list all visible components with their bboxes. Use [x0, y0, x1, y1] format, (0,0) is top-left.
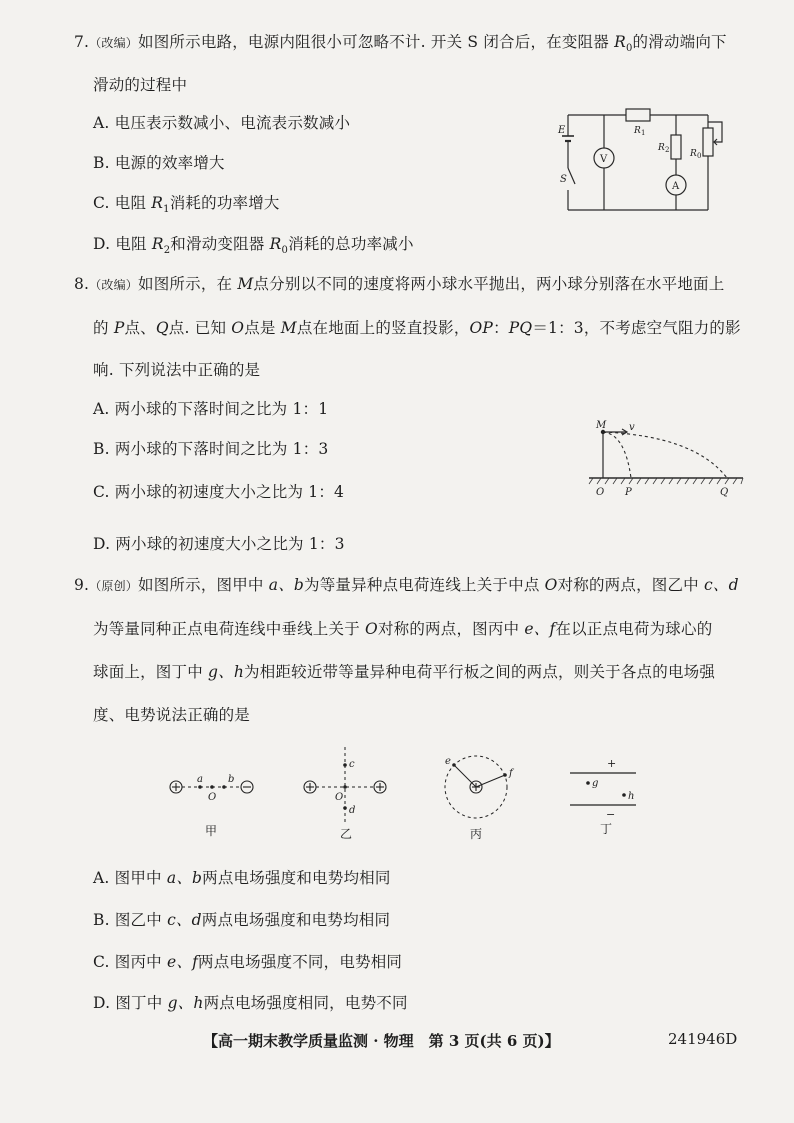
q9-o-symbol-2: O	[365, 620, 378, 638]
q7-r1-symbol: R	[151, 194, 164, 212]
q7-circuit-diagram	[548, 100, 728, 220]
q7-option-c-prefix: C. 电阻	[93, 194, 152, 212]
q7-option-a: A. 电压表示数减小、电流表示数减小	[93, 114, 351, 132]
q7-option-d-text: 消耗的总功率减小	[288, 235, 414, 253]
q7-r0-symbol: R	[614, 33, 626, 51]
q8-stem-text: 如图所示，在	[138, 275, 238, 293]
q9-field-diagrams	[160, 745, 660, 845]
q7-r1-label-sub: 1	[641, 129, 646, 137]
q7-label-e: E	[558, 125, 566, 136]
q9-stem-line3	[93, 660, 715, 682]
q9-option-d-letters: g、h	[167, 994, 204, 1012]
q8-text-4: 点是	[244, 319, 281, 337]
q8-projectile-diagram	[585, 418, 745, 498]
q9-text-3: 对称的两点，图乙中	[557, 576, 705, 594]
fig-yi	[304, 747, 386, 841]
footer-code: 241946D	[668, 1030, 738, 1048]
q8-stem-line2	[93, 316, 741, 338]
q9-text-4: 为等量同种正点电荷连线中垂线上关于	[93, 620, 366, 638]
q8-option-a: A. 两小球的下落时间之比为 1：1	[93, 400, 329, 418]
q7-ammeter-label: A	[672, 181, 680, 192]
yi-label-c: c	[349, 759, 355, 770]
q7-r0-label: R	[690, 149, 697, 159]
ding-caption: 丁	[600, 822, 613, 836]
ding-minus: −	[606, 808, 616, 821]
q9-option-c	[93, 950, 402, 972]
q8-stem-line3: 响. 下列说法中正确的是	[93, 361, 261, 379]
q9-option-d-prefix: D. 图丁中	[93, 994, 168, 1012]
q9-option-a-prefix: A. 图甲中	[93, 869, 167, 887]
q7-stem-text-end: 的滑动端向下	[632, 33, 727, 51]
q9-option-a-letters: a、b	[166, 869, 203, 887]
q8-option-b: B. 两小球的下落时间之比为 1：3	[93, 440, 329, 458]
q8-label-o: O	[596, 487, 605, 498]
q7-r1-label: R	[634, 126, 641, 136]
q7-r0-sub-d: 0	[281, 245, 289, 257]
ding-plus: +	[607, 757, 617, 770]
q8-m-symbol-2: M	[280, 319, 297, 337]
q9-option-b-text: 两点电场强度和电势均相同	[201, 911, 391, 929]
q9-ab-symbol: a、b	[268, 576, 305, 594]
q8-option-c: C. 两小球的初速度大小之比为 1：4	[93, 483, 345, 501]
q8-number: 8.	[74, 275, 90, 293]
q7-option-d-prefix: D. 电阻	[93, 235, 152, 253]
q8-text-2: 点、	[124, 319, 156, 337]
q7-r1-sub: 1	[163, 204, 170, 216]
q7-r0-label-sub: 0	[697, 152, 702, 160]
q8-text-6: ：	[493, 319, 509, 337]
q7-label-s: S	[560, 174, 567, 185]
q7-r2-sub: 2	[163, 245, 171, 257]
q8-label-v: v	[629, 422, 635, 433]
q8-stem-text-end: 点分别以不同的速度将两小球水平抛出，两小球分别落在水平地面上	[253, 275, 725, 293]
q9-option-c-letters: e、f	[167, 953, 199, 971]
q8-label-q: Q	[720, 487, 729, 498]
q9-ef-symbol: e、f	[524, 620, 556, 638]
ding-label-g: g	[592, 778, 599, 789]
jia-caption: 甲	[205, 824, 218, 838]
q7-r0-sub: 0	[625, 43, 633, 55]
jia-label-o: O	[208, 792, 217, 803]
q8-text-1: 的	[93, 319, 114, 337]
q7-option-b: B. 电源的效率增大	[93, 154, 225, 172]
q7-option-d	[93, 232, 414, 256]
q9-option-d	[93, 991, 408, 1013]
q8-m-symbol: M	[237, 275, 254, 293]
q9-stem-line1	[74, 573, 739, 595]
yi-caption: 乙	[340, 827, 353, 841]
q9-text-2: 为等量异种点电荷连线上关于中点	[304, 576, 545, 594]
q7-number: 7.	[74, 33, 90, 51]
q8-option-d: D. 两小球的初速度大小之比为 1：3	[93, 535, 345, 553]
q9-option-b-prefix: B. 图乙中	[93, 911, 168, 929]
yi-label-d: d	[349, 805, 356, 816]
q7-stem-line1	[74, 30, 727, 54]
bing-caption: 丙	[470, 827, 483, 841]
q9-text-1: 如图所示，图甲中	[138, 576, 269, 594]
fig-jia	[170, 774, 253, 838]
q8-text-5: 点在地面上的竖直投影，	[296, 319, 470, 337]
ding-label-h: h	[628, 791, 635, 802]
q8-o-symbol: O	[231, 319, 245, 337]
q8-stem-line1	[74, 272, 724, 294]
q9-stem-line2	[93, 617, 712, 639]
jia-label-b: b	[228, 774, 235, 785]
q7-r2-label: R	[658, 143, 665, 153]
q9-stem-line4: 度、电势说法正确的是	[93, 706, 251, 724]
q7-option-c-text: 消耗的功率增大	[169, 194, 280, 212]
yi-label-o: O	[335, 792, 344, 803]
q7-voltmeter-label: V	[600, 154, 608, 165]
q9-text-5: 对称的两点，图丙中	[377, 620, 525, 638]
q7-option-c	[93, 191, 280, 215]
q9-cd-symbol: c、d	[704, 576, 739, 594]
q8-label-m: M	[596, 420, 607, 431]
q7-stem-line2: 滑动的过程中	[93, 76, 188, 94]
q9-option-a-text: 两点电场强度和电势均相同	[202, 869, 391, 887]
q9-o-symbol: O	[544, 576, 558, 594]
q9-option-d-text: 两点电场强度相同，电势不同	[203, 994, 408, 1012]
fig-ding	[570, 757, 636, 836]
q7-option-d-mid: 和滑动变阻器	[170, 235, 270, 253]
q9-option-b-letters: c、d	[167, 911, 202, 929]
q8-tag: （改编）	[89, 278, 139, 292]
q7-tag: （改编）	[89, 36, 139, 50]
q7-r2-label-sub: 2	[665, 146, 670, 154]
q8-label-p: P	[625, 487, 632, 498]
fig-bing	[445, 756, 515, 841]
q7-r0-symbol-d: R	[269, 235, 282, 253]
q8-p-symbol: P	[113, 319, 125, 337]
q9-text-8: 为相距较近带等量异种电荷平行板之间的两点，则关于各点的电场强	[244, 663, 716, 681]
q9-option-c-text: 两点电场强度不同，电势相同	[198, 953, 403, 971]
q8-pq-symbol: PQ	[508, 319, 533, 337]
q9-number: 9.	[74, 576, 90, 594]
q9-option-a	[93, 866, 391, 888]
q8-text-3: 点. 已知	[168, 319, 232, 337]
footer-title: 【高一期末教学质量监测 · 物理 第 3 页(共 6 页)】	[203, 1032, 560, 1050]
bing-label-f: f	[509, 768, 513, 779]
q9-text-7: 球面上，图丁中	[93, 663, 209, 681]
bing-label-e: e	[445, 756, 451, 767]
q7-stem-text: 如图所示电路，电源内阻很小可忽略不计. 开关 S 闭合后，在变阻器	[138, 33, 615, 51]
q9-option-b	[93, 908, 390, 930]
jia-label-a: a	[197, 774, 203, 785]
q9-gh-symbol: g、h	[208, 663, 245, 681]
q7-r2-symbol: R	[151, 235, 164, 253]
q9-text-6: 在以正点电荷为球心的	[555, 620, 713, 638]
q8-op-symbol: OP	[469, 319, 494, 337]
q8-q-symbol: Q	[155, 319, 169, 337]
q8-text-7: ＝1：3，不考虑空气阻力的影	[532, 319, 741, 337]
q9-tag: （原创）	[89, 579, 139, 593]
q9-option-c-prefix: C. 图丙中	[93, 953, 167, 971]
